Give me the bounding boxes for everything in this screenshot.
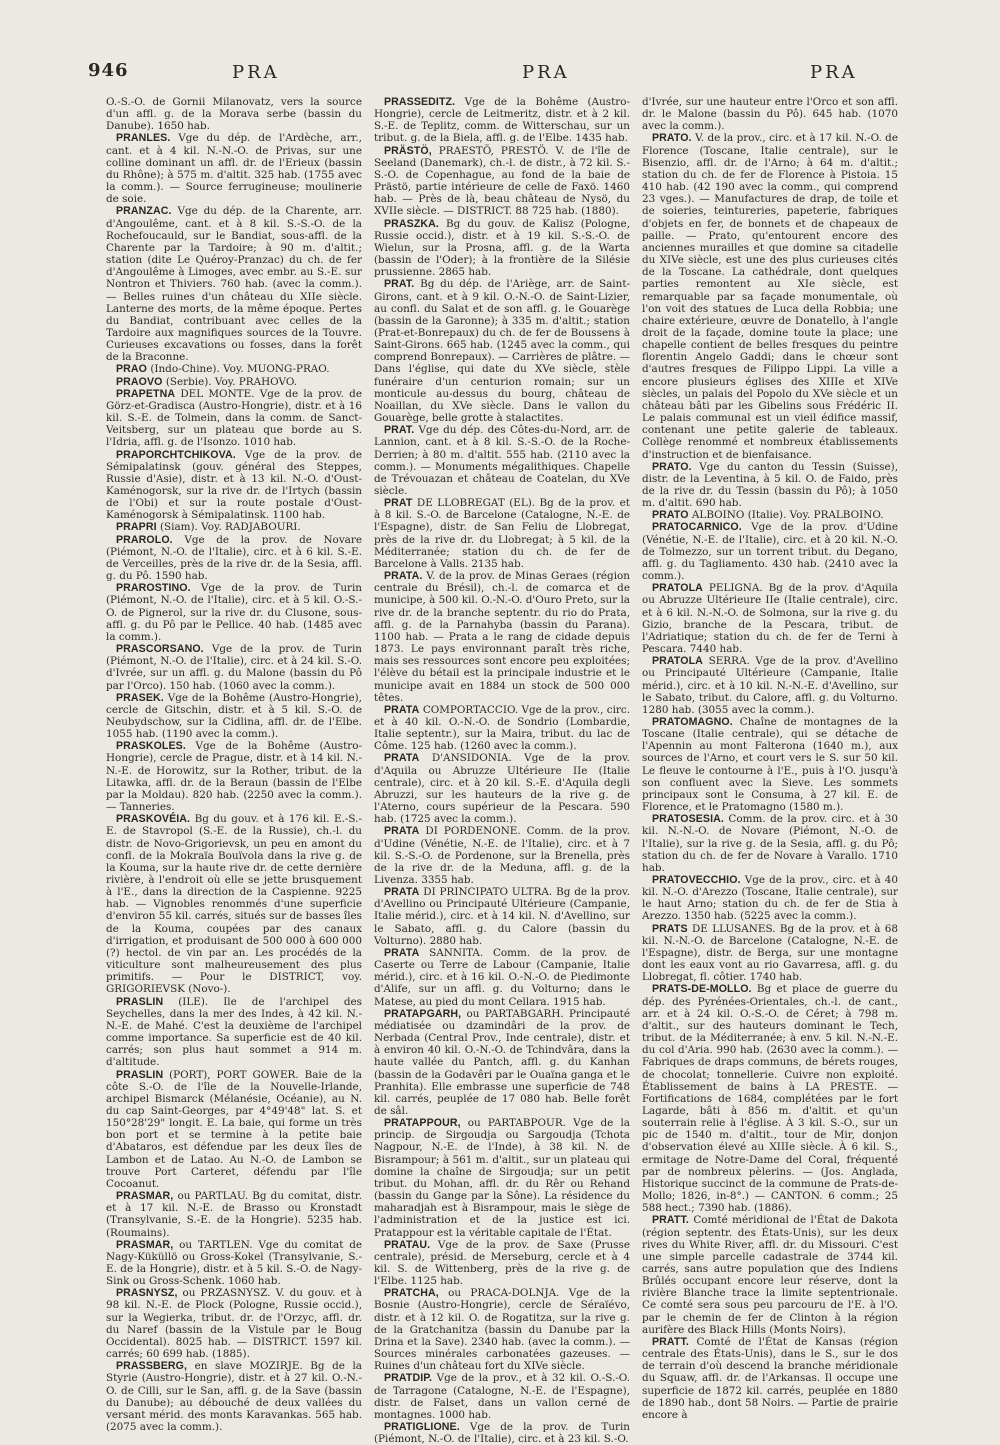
dictionary-entry — [374, 886, 630, 947]
entry-headword: PRATDIP. — [384, 1372, 433, 1385]
dictionary-entry — [642, 813, 898, 874]
entry-text: (Serbie). Voy. PRAHOVO. — [165, 375, 298, 388]
dictionary-entry — [374, 1117, 630, 1239]
entry-text: Vge de la Bohême (Austro-Hongrie), cercle de Gitschin, distr. et à 5 kil. S.-O. de Neubydschow, sur la Cidlina, affl. dr. de l'Elbe. 1055 hab. (1190 avec la comm.). — [106, 691, 362, 741]
entry-text: (ILE). Ile de l'archipel des Seychelles, dans la mer des Indes, à 42 kil. N.-N.-E. de Mahé. C'est la deuxième de l'archipel comme importance. Sa superficie est de 40 kil. carrés; son plus haut sommet a 914 m. d'altitude. — [106, 995, 362, 1069]
entry-text: Vge de la prov. de Saxe (Prusse centrale), présid. de Merseburg, cercle et à 4 kil. S. de Wittenberg, près de la rive g. de l'Elbe. 1125 hab. — [374, 1238, 630, 1288]
dictionary-entry — [374, 1287, 630, 1372]
entry-text: DEL MONTE. Vge de la prov. de Görz-et-Gradisca (Austro-Hongrie), distr. et à 16 kil. S.-E. de Tolmein, dans la comm. de Sanct-Veitsberg, sur un plateau que borde au S. l'Idria, affl. g. de l'Isonzo. 1010 hab. — [106, 387, 362, 449]
dictionary-entry — [642, 509, 898, 521]
entry-text: Vge de la prov. de Turin (Piémont, N.-O. de l'Italie), circ. et à 24 kil. S.-O. d'Ivrée, sur un affl. g. du Malone (bassin du Pô par l'Orco). 150 hab. (1060 avec la comm.). — [106, 643, 362, 692]
dictionary-entry — [374, 570, 630, 704]
entry-text: Vge du canton du Tessin (Suisse), distr. de la Leventina, à 5 kil. O. de Faido, près de la rive dr. du Tessin (bassin du Pô); à 1050 m. d'altit. 690 hab. — [642, 460, 898, 510]
running-head-center: PRA — [522, 62, 570, 83]
entry-headword: PRANLES. — [116, 132, 171, 145]
entry-headword: PRATT. — [652, 1214, 689, 1227]
entry-text: DE LLOBREGAT (EL). Bg de la prov. et à 8 kil. S.-O. de Barcelone (Catalogne, N.-E. de l'Espagne), distr. de San Feliu de Llobregat, près de la rive dr. du Llobregat; à 5 kil. de la Méditerranée; station du ch. de fer de Barcelone à Valls. 2135 hab. — [374, 497, 630, 570]
entry-headword: PRASEK. — [116, 691, 164, 704]
entry-text: V. de la prov., circ. et à 17 kil. N.-O. de Florence (Toscane, Italie centrale), sur le Bisenzio, affl. dr. de l'Arno; à 64 m. d'altit.; station du ch. de fer de Florence à Pistoia. 15 410 hab. (42 190 avec la comm., qui comprend 23 vges.). — Manufactures de drap, de toile et de soieries, teintureries, papeterie, fabriques d'objets en fer, de bonnets et de chapeaux de paille. — Prato, qu'entourent encore des anciennes murailles et que domine sa citadelle du XIVe siècle, est une des plus curieuses cités de la Toscane. La cathédrale, dont quelques parties remontent au XIe siècle, est remarquable par sa façade monumentale, où l'on voit des statues de Luca della Robbia; une chaire extérieure, œuvre de Donatello, à l'angle droit de la façade, domine toute la place; une chapelle contient de belles fresques du peintre florentin Angelo Gaddi; dans le chœur sont d'autres fresques de Filippo Lippi. La ville a encore plusieurs églises des XIIIe et XIVe siècles, un palais del Popolo du XVe siècle et un château bâti par les Gibelins sous Frédéric II. Le palais communal est un vieil édifice massif, contenant une petite galerie de tableaux. Collège renommé et nombreux établissements d'instruction et de bienfaisance. — [642, 132, 898, 461]
entry-text: en slave MOZIRJE. Bg de la Styrie (Austro-Hongrie), distr. et à 27 kil. O.-N.-O. de Cilli, sur le San, affl. g. de la Save (bassin du Danube); au débouché de deux vallées du versant mérid. des monts Karavankas. 565 hab. (2075 avec la comm.). — [106, 1360, 362, 1434]
dictionary-entry — [374, 1372, 630, 1421]
entry-headword: PRATA. — [384, 570, 423, 583]
entry-headword: PRASCORSANO. — [116, 643, 204, 656]
entry-text: Bg du dép. de l'Ariège, arr. de Saint-Girons, cant. et à 9 kil. O.-N.-O. de Saint-Lizier, au confl. du Salat et de son affl. g. le Gouarège (bassin de la Garonne); à 335 m. d'altit.; station (Prat-et-Bonrepaux) du ch. de fer de Boussens à Saint-Girons. 665 hab. (1245 avec la comm., qui comprend Bonrepaux). — Carrières de plâtre. — Dans l'église, qui date du XVe siècle, stèle funéraire d'un centurion romain; sur un monticule au-dessus du bourg, château de Noaillan, du XVe siècle. Dans le vallon du Gouarège, belle grotte à stalactites. — [374, 278, 631, 425]
dictionary-entry — [374, 96, 630, 145]
dictionary-entry — [374, 278, 630, 424]
dictionary-entry — [374, 752, 630, 825]
entry-headword: PRATIGLIONE. — [384, 1421, 460, 1434]
dictionary-entry — [106, 1287, 362, 1360]
entry-headword: PRAROSTINO. — [116, 582, 191, 595]
entry-text: ou TARTLEN. Vge du comitat de Nagy-Küküllö ou Gross-Kokel (Transylvanie, S.-E. de la Hongrie), distr. et à 5 kil. S.-O. de Nagy-Sink ou Gross-Schenk. 1060 hab. — [106, 1238, 362, 1288]
column-middle — [374, 96, 631, 1445]
entry-text: Comm. de la prov. circ. et à 30 kil. N.-N.-O. de Novare (Piémont, N.-O. de l'Italie), sur la rive g. de la Sesia, affl. g. du Pô; station du ch. de fer de Novare à Varallo. 1710 hab. — [642, 813, 898, 874]
dictionary-entry — [642, 521, 898, 582]
entry-text: (PORT), PORT GOWER. Baie de la côte S.-O. de l'île de la Nouvelle-Irlande, archipel Bismarck (Mélanésie, Océanie), au N. du cap Saint-Georges, par 4°49'48" lat. S. et 150°28'29" longit. E. La baie, qui forme un très bon port et se termine à la petite baie d'Abataros, est défendue par les deux îles de Lambon et de Latao. Au N.-O. de Lambon se trouve Port Carteret, défendu par l'île Cocoanut. — [106, 1068, 362, 1190]
dictionary-entry — [106, 132, 362, 205]
entry-headword: PRATA — [384, 825, 420, 838]
column-right — [642, 96, 898, 1421]
entry-text: PELIGNA. Bg de la prov. d'Aquila ou Abruzze Ultérieure IIe (Italie centrale), circ. et à 6 kil. N.-N.-O. de Solmona, sur la rive g. du Gizio, branche de la Pescara, tribut. de l'Adriatique; station du ch. de fer de Terni à Pescara. 7440 hab. — [642, 582, 898, 656]
entry-headword: PRATOLA — [652, 655, 703, 668]
dictionary-entry — [106, 582, 362, 643]
entry-text: COMPORTACCIO. Vge de la prov., circ. et à 40 kil. O.-N.-O. de Sondrio (Lombardie, Italie septentr.), sur la Maira, tribut. du lac de Côme. 125 hab. (1260 avec la comm.). — [374, 703, 631, 753]
dictionary-entry — [106, 1239, 362, 1288]
entry-headword: PRASSBERG, — [116, 1360, 188, 1373]
entry-text: ou PRACA-DOLNJA. Vge de la Bosnie (Austro-Hongrie), cercle de Séraïévo, distr. et à 12 kil. O. de Rogatitza, sur la rive g. de la Gratchanitza (bassin du Danube par la Drina et la Save). 2340 hab. (avec la comm.). — Sources minérales carbonatées gazeuses. — Ruines d'un château fort du XIVe siècle. — [374, 1287, 630, 1373]
dictionary-entry — [374, 947, 630, 1008]
dictionary-entry — [106, 449, 362, 522]
dictionary-entry — [642, 923, 898, 984]
entry-text: ou PRZASNYSZ. V. du gouv. et à 98 kil. N.-E. de Plock (Pologne, Russie occid.), sur la Wegierka, tribut. dr. de l'Orzyc, affl. dr. du Naref (bassin de la Vistule par le Boug Occidental). 8025 hab. — DISTRICT. 1597 kil. carrés; 60 699 hab. (1885). — [106, 1287, 362, 1361]
entry-text: Vge de la Bohême (Austro-Hongrie), cercle de Prague, distr. et à 14 kil. N.-N.-E. de Horowitz, sur la Rother, tribut. de la Litawka, affl. dr. de la Beraun (bassin de l'Elbe par la Moldau). 820 hab. (2250 avec la comm.). — Tanneries. — [106, 740, 362, 814]
dictionary-entry — [374, 145, 630, 218]
entry-text: Comté de l'État de Kansas (région centrale des États-Unis), dans le S., sur le dos de terrain d'où descend la branche méridionale du Squaw, affl. dr. de l'Arkansas. Il occupe une superficie de 1872 kil. carrés, peuplée en 1880 de 1890 hab., dont 58 Noirs. — Partie de prairie encore à — [642, 1335, 898, 1421]
dictionary-entry — [106, 205, 362, 363]
entry-text: DI PORDENONE. Comm. de la prov. d'Udine (Vénétie, N.-E. de l'Italie), circ. et à 7 kil. S.-S.-O. de Pordenone, sur la Brenella, près de la rive dr. de la Meduna, affl. g. de la Livenza. 3355 hab. — [374, 825, 630, 886]
entry-text: Vge de la prov. de Novare (Piémont, N.-O. de l'Italie), circ. et à 6 kil. S.-E. de Verceilles, près de la rive dr. de la Sesia, affl. g. du Pô. 1590 hab. — [106, 533, 362, 583]
dictionary-entry — [642, 582, 898, 655]
entry-text: DI PRINCIPATO ULTRA. Bg de la prov. d'Avellino ou Principauté Ultérieure (Campanie, Italie mérid.), circ. et à 14 kil. N. d'Avellino, sur le Sabato, affl. g. du Calore (bassin du Volturno). 2880 hab. — [374, 886, 630, 947]
entry-headword: PRATCHA, — [384, 1287, 439, 1300]
entry-text: DE LLUSANES. Bg de la prov. et à 68 kil. N.-N.-O. de Barcelone (Catalogne, N.-E. de l'Espagne), distr. de Berga, sur une montagne dont les eaux vont au rio Gavarresa, affl. g. du Llobregat, fl. côtier. 1740 hab. — [642, 922, 898, 984]
dictionary-entry — [374, 218, 630, 279]
entry-headword: PRÄSTÖ, — [384, 144, 432, 157]
entry-text: d'Ivrée, sur une hauteur entre l'Orco et son affl. dr. le Malone (bassin du Pô). 645 hab. (1070 avec la comm.). — [642, 96, 898, 133]
entry-text: ou PARTABPOUR. Vge de la princip. de Sirgoudja ou Sargoudja (Tchota Nagpour, N.-E. de l'Inde), à 38 kil. N. de Bisrampour; à 561 m. d'altit., sur un plateau qui domine la chaîne de Sirgoudja; sur un petit tribut. du Mohan, affl. dr. du Rêr ou Rehand (bassin du Gange par la Sône). La résidence du maharadjah est à Bisrampour, mais le siège de l'administration et de la justice est ici. Pratappour est la véritable capitale de l'État. — [374, 1117, 630, 1239]
dictionary-entry — [374, 825, 630, 886]
entry-headword: PRATS — [652, 922, 688, 935]
entry-headword: PRATOSESIA. — [652, 813, 724, 826]
entry-text: Vge de la prov. de Turin (Piémont, N.-O. de l'Italie), circ. et à 23 kil. S.-O. — [374, 1421, 630, 1445]
entry-headword: PRATO — [652, 509, 689, 522]
dictionary-entry — [642, 1214, 898, 1336]
entry-headword: PRASSEDITZ. — [384, 96, 456, 108]
dictionary-entry — [106, 534, 362, 583]
entry-headword: PRATAPGARH, — [384, 1007, 462, 1020]
entry-headword: PRATOMAGNO. — [652, 715, 733, 728]
dictionary-entry — [642, 655, 898, 716]
entry-headword: PRASLIN — [116, 1068, 164, 1081]
dictionary-entry — [106, 363, 362, 375]
dictionary-entry — [106, 1069, 362, 1191]
entry-text: Vge de la prov. de Turin (Piémont, N.-O. de l'Italie), circ. et à 5 kil. O.-S.-O. de Pignerol, sur la rive dr. du Clusone, sous-affl. g. du Pô par le Pellice. 40 hab. (1485 avec la comm.). — [106, 582, 362, 643]
dictionary-entry — [106, 996, 362, 1069]
entry-headword: PRASMAR, — [116, 1190, 174, 1203]
entry-text: Bg du gouv. de Kalisz (Pologne, Russie occid.), distr. et à 19 kil. S.-S.-O. de Wielun, sur la Prosna, affl. g. de la Warta (bassin de l'Oder); à la frontière de la Silésie prussienne. 2865 hab. — [374, 217, 630, 279]
entry-text: Comté méridional de l'État de Dakota (région septentr. des États-Unis), sur les deux rives du White River, affl. dr. du Missouri. C'est une simple parcelle cadastrale de 3744 kil. carrés, sans autre population que des Indiens Brûlés occupant encore leur réserve, dont la rivière Blanche trace la limite septentrionale. Ce comté sera sous peu parcouru de l'E. à l'O. par le chemin de fer de Clinton à la région aurifère des Black Hills (Monts Noirs). — [642, 1214, 898, 1336]
entry-headword: PRATO. — [652, 132, 692, 145]
entry-text: Chaîne de montagnes de la Toscane (Italie centrale), qui se détache de l'Apennin au mont Falterona (1640 m.), aux sources de l'Arno, et court vers le S. sur 50 kil. Le fleuve le contourne à l'E., puis à l'O. jusqu'à son confluent avec la Sieve. Les sommets principaux sont le Consuma, à 27 kil. E. de Florence, et le Pratomagno (1580 m.). — [642, 715, 898, 814]
dictionary-entry — [106, 388, 362, 449]
entry-text: (Siam). Voy. RADJABOURI. — [159, 521, 301, 534]
dictionary-entry — [374, 497, 630, 570]
dictionary-entry — [106, 1360, 362, 1433]
dictionary-entry — [642, 983, 898, 1214]
entry-headword: PRATAU. — [384, 1238, 431, 1251]
entry-headword: PRATOCARNICO. — [652, 521, 742, 534]
entry-text: Vge du dép. des Côtes-du-Nord, arr. de Lannion, cant. et à 8 kil. S.-S.-O. de la Roche-Derrien; à 80 m. d'altit. 555 hab. (2110 avec la comm.). — Monuments mégalithiques. Chapelle de Trévouazan et château de Coatelan, du XVe siècle. — [374, 424, 630, 497]
entry-text: ALBOINO (Italie). Voy. PRALBOINO. — [691, 509, 884, 522]
entry-text: Vge de la prov. d'Udine (Vénétie, N.-E. de l'Italie), circ. et à 20 kil. N.-O. de Tolmezzo, sur un torrent tribut. du Degano, affl. g. du Tagliamento. 430 hab. (2410 avec la comm.). — [642, 521, 898, 583]
entry-headword: PRAOVO — [116, 375, 163, 388]
entry-headword: PRAPORCHTCHIKOVA. — [116, 448, 236, 461]
dictionary-entry — [642, 874, 898, 923]
entry-headword: PRATA — [384, 752, 420, 765]
entry-headword: PRAO — [116, 363, 148, 376]
entry-text: O.-S.-O. de Gornii Milanovatz, vers la source d'un affl. g. de la Morava serbe (bassin du Danube). 1650 hab. — [106, 96, 362, 133]
entry-headword: PRATOLA — [652, 582, 703, 595]
dictionary-entry — [106, 96, 362, 132]
entry-headword: PRATOVECCHIO. — [652, 874, 741, 886]
entry-text: Vge de la prov., circ. et à 40 kil. N.-O. d'Arezzo (Toscane, Italie centrale), sur le haut Arno; station du ch. de fer de Stia à Arezzo. 1350 hab. (5225 avec la comm.). — [642, 874, 898, 923]
dictionary-entry — [106, 813, 362, 995]
entry-headword: PRAROLO. — [116, 533, 173, 546]
entry-headword: PRASZKA. — [384, 217, 439, 230]
running-head-left: PRA — [232, 62, 280, 83]
entry-headword: PRASMAR, — [116, 1238, 174, 1251]
entry-headword: PRANZAC. — [116, 205, 172, 218]
dictionary-entry — [374, 704, 630, 753]
entry-headword: PRATA — [384, 886, 420, 899]
entry-headword: PRATO. — [652, 460, 692, 473]
entry-headword: PRAT. — [384, 278, 415, 291]
entry-text: Vge de la prov., et à 32 kil. O.-S.-O. de Tarragone (Catalogne, N.-E. de l'Espagne), distr. de Falset, dans un vallon cerné de montagnes. 1000 hab. — [374, 1372, 630, 1421]
entry-headword: PRASNYSZ, — [116, 1287, 178, 1300]
entry-text: PRAESTÖ, PRESTÖ. V. de l'île de Seeland (Danemark), ch.-l. de distr., à 72 kil. S.-S.-O. de Copenhague, au fond de la baie de Prästö, partie intérieure de celle de Faxö. 1460 hab. — Près de là, beau château de Nysö, du XVIIe siècle. — DISTRICT. 88 725 hab. (1880). — [374, 144, 630, 218]
entry-headword: PRAPETNA — [116, 387, 176, 400]
dictionary-entry — [642, 132, 898, 460]
entry-text: Vge de la prov. de Sémipalatinsk (gouv. général des Steppes, Russie d'Asie), distr. et à 13 kil. N.-O. d'Oust-Kaménogorsk, sur la rive dr. de l'Irtych (bassin de l'Obi) et sur la route postale d'Oust-Kaménogorsk à Sémipalatinsk. 1100 hab. — [106, 448, 362, 522]
entry-text: ou PARTLAU. Bg du comitat, distr. et à 17 kil. N.-E. de Brasso ou Kronstadt (Transylvanie, S.-E. de la Hongrie). 5235 hab. (Roumains). — [106, 1190, 362, 1239]
entry-text: Vge de la Bohême (Austro-Hongrie), cercle de Leitmeritz, distr. et à 2 kil. S.-E. de Teplitz, comm. de Witterschau, sur un tribut. g. de la Biela, affl. g. de l'Elbe. 1435 hab. — [374, 96, 630, 145]
dictionary-entry — [374, 424, 630, 497]
page-number: 946 — [88, 60, 129, 81]
entry-headword: PRATA — [384, 946, 420, 959]
dictionary-entry — [642, 461, 898, 510]
entry-text: SANNITA. Comm. de la prov. de Caserte ou Terre de Labour (Campanie, Italie mérid.), circ. et à 16 kil. O.-N.-O. de Piedimonte d'Alife, sur un affl. g. du Volturno; dans le Matese, au pied du mont Cellara. 1915 hab. — [374, 946, 630, 1008]
dictionary-entry — [106, 643, 362, 692]
entry-headword: PRAT. — [384, 424, 415, 437]
entry-headword: PRASLIN — [116, 995, 164, 1008]
entry-headword: PRATA — [384, 703, 420, 716]
entry-text: ou PARTABGARH. Principauté médiatisée ou dzamindâri de la prov. de Nerbada (Central Prov., Inde centrale), distr. et à environ 40 kil. O.-N.-O. de Tchindvâra, dans la haute vallée du Pantch, affl. g. du Kanhan (bassin de la Godavêri par le Ouaïna ganga et le Pranhita). Elle embrasse une superficie de 748 kil. carrés, peuplée de 17 080 hab. Belle forêt de sâl. — [374, 1007, 630, 1117]
dictionary-entry — [374, 1239, 630, 1288]
entry-headword: PRAPRI — [116, 521, 157, 534]
dictionary-entry — [374, 1421, 630, 1445]
entry-headword: PRATT. — [652, 1335, 689, 1348]
dictionary-entry — [642, 716, 898, 813]
dictionary-entry — [106, 692, 362, 741]
running-head-right: PRA — [810, 62, 858, 83]
entry-text: V. de la prov. de Minas Geraes (région centrale du Brésil), ch.-l. de comarca et de municipe, à 500 kil. O.-N.-O. d'Ouro Preto, sur la rive dr. de la branche septentr. du rio do Prata, affl. g. de la Parnahyba (bassin du Parana). 1100 hab. — Prata a le rang de cidade depuis 1873. Le pays environnant paraît très riche, mais ses ressources sont encore peu exploitées; l'élève du bétail est la principale industrie et le municipe avait en 1884 un stock de 500 000 têtes. — [374, 570, 630, 704]
dictionary-entry — [642, 96, 898, 132]
entry-text: Bg et place de guerre du dép. des Pyrénées-Orientales, ch.-l. de cant., arr. et à 24 kil. O.-S.-O. de Céret; à 798 m. d'altit., sur des hauteurs dominant le Tech, tribut. de la Méditerranée; à env. 5 kil. N.-N.-E. du col d'Aria. 990 hab. (2630 avec la comm.). — Fabriques de draps communs, de bérets rouges, de chocolat; tonnellerie. Cuivre non exploité. Établissement de bains à LA PRESTE. — Fortifications de 1684, complétées par le fort Lagarde, bâti à 856 m. d'altit. et qu'un souterrain relie à l'église. À 3 kil. S.-O., sur un pic de 1540 m. d'altit., tour de Mir, donjon d'observation élevé au XIIIe siècle. À 6 kil. S., ermitage de Notre-Dame del Coral, fréquenté par de nombreux pèlerins. — (Jos. Anglada, Historique succinct de la commune de Prats-de-Mollo; 1826, in-8°.) — CANTON. 6 comm.; 25 588 hect.; 7390 hab. (1886). — [642, 983, 898, 1215]
entry-headword: PRATAPPOUR, — [384, 1117, 461, 1130]
entry-headword: PRASKOVÉIA. — [116, 813, 191, 826]
dictionary-entry — [106, 521, 362, 533]
entry-headword: PRAT — [384, 497, 413, 510]
entry-text: (Indo-Chine). Voy. MUONG-PRAO. — [150, 363, 330, 376]
dictionary-entry — [106, 1190, 362, 1239]
entry-text: Vge du dép. de l'Ardèche, arr., cant. et à 4 kil. N.-N.-O. de Privas, sur une colline dominant un affl. dr. de l'Erieux (bassin du Rhône); à 575 m. d'altit. 325 hab. (1755 avec la comm.). — Source ferrugineuse; moulinerie de soie. — [106, 132, 362, 206]
entry-text: SERRA. Vge de la prov. d'Avellino ou Principauté Ultérieure (Campanie, Italie mérid.), circ. et à 10 kil. N.-N.-E. d'Avellino, sur le Sabato, tribut. du Calore, affl. g. du Volturno. 1280 hab. (3055 avec la comm.). — [642, 655, 898, 716]
column-left — [106, 96, 362, 1434]
entry-text: Bg du gouv. et à 176 kil. E.-S.-E. de Stavropol (S.-E. de la Russie), ch.-l. du distr. de Novo-Grigorievsk, un peu en amont du confl. de la Mokraïa Bouïvola dans la rive g. de la Kouma, sur la haute rive dr. de cette dernière rivière, à l'endroit où elle se jette brusquement à l'E., dans la direction de la Caspienne. 9225 hab. — Vignobles renommés d'une superficie d'environ 55 kil. carrés, situés sur de basses îles de la Kouma, coupées par des canaux d'irrigation, et produisant de 500 000 à 600 000 (?) hectol. de vin par an. Les procédés de la viticulture sont malheureusement des plus primitifs. — Pour le DISTRICT, voy. GRIGORIEVSK (Novo-). — [106, 813, 362, 996]
entry-text: Vge du dép. de la Charente, arr. d'Angoulême, cant. et à 8 kil. S.-S.-O. de la Rochefoucauld, sur le Bandiat, sous-affl. de la Charente par la Tardoire; à 90 m. d'altit.; station (dite Le Quéroy-Pranzac) du ch. de fer d'Angoulême à Limoges, avec embr. au S.-E. sur Nontron et Thiviers. 760 hab. (avec la comm.). — Belles ruines d'un château du XIIe siècle. Lanterne des morts, de la même époque. Pertes du Bandiat, contribuant avec celles de la Tardoire aux magnifiques sources de la Touvre. Curieuses excavations ou fosses, dans la forêt de la Braconne. — [106, 205, 362, 364]
dictionary-entry — [106, 376, 362, 388]
dictionary-entry — [374, 1008, 630, 1117]
entry-headword: PRATS-DE-MOLLO. — [652, 983, 752, 996]
dictionary-entry — [106, 740, 362, 813]
entry-headword: PRASKOLES. — [116, 740, 186, 753]
text-columns — [106, 96, 898, 1445]
entry-text: D'ANSIDONIA. Vge de la prov. d'Aquila ou Abruzze Ultérieure IIe (Italie centrale), circ. et à 20 kil. S.-E. d'Aquila degli Abruzzi, sur les hauteurs de la rive g. de l'Aterno, cours supérieur de la Pescara. 590 hab. (1725 avec la comm.). — [374, 752, 630, 826]
dictionary-entry — [642, 1336, 898, 1421]
